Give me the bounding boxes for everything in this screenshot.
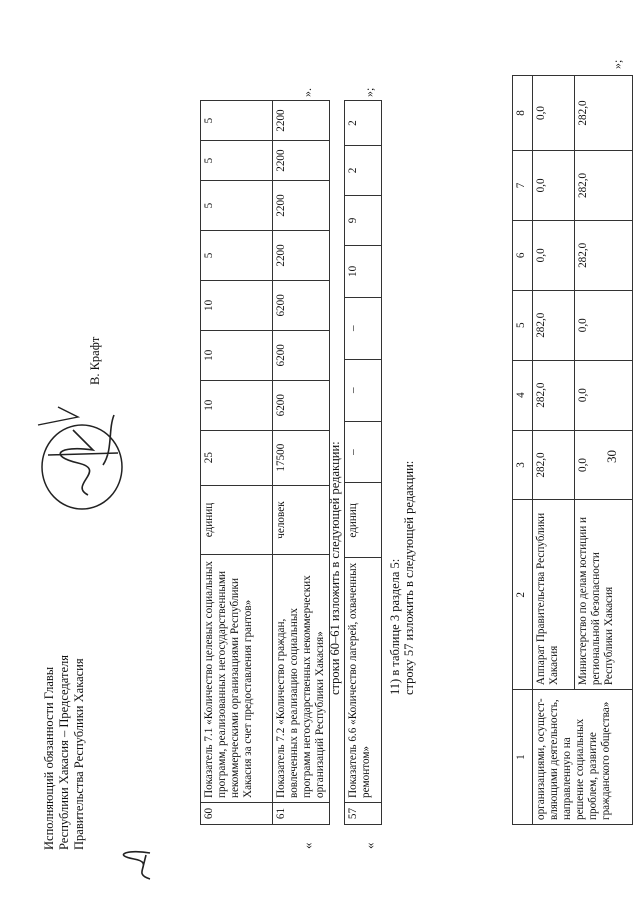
table-cell: 0,0: [533, 150, 575, 220]
row57-table: [344, 100, 382, 825]
table-row: [345, 101, 382, 825]
initials-mark: [120, 845, 160, 885]
table-cell: 6200: [273, 330, 330, 380]
table-cell: 17500: [273, 430, 330, 485]
table-cell: 0,0: [533, 220, 575, 290]
table-cell: 282,0: [575, 150, 633, 220]
table2-closing-quote: »;: [362, 87, 376, 97]
table-cell: 6200: [273, 380, 330, 430]
table-cell: 282,0: [575, 220, 633, 290]
table-cell: 0,0: [533, 76, 575, 151]
table-cell: 282,0: [533, 430, 575, 500]
table-cell: 10: [201, 380, 273, 430]
table-cell: человек: [273, 485, 330, 555]
table-cell: –: [345, 421, 382, 483]
table-cell: 60: [201, 803, 273, 825]
table-cell: 5: [201, 141, 273, 181]
table-cell: 2200: [273, 181, 330, 231]
header-cell: 5: [513, 290, 533, 360]
signatory-line-3: Правительства Республики Хакасия: [72, 658, 86, 850]
table-cell: 10: [201, 280, 273, 330]
table-cell: 282,0: [533, 360, 575, 430]
header-cell: 6: [513, 220, 533, 290]
header-cell: 3: [513, 430, 533, 500]
table-cell: Показатель 7.1 «Количество целевых социальных программ, реализованных негосударственными некоммерческими организациями Республики Хакасия за счет предоставления грантов»: [201, 555, 273, 803]
table-cell: 10: [345, 245, 382, 297]
table-cell: 2: [345, 146, 382, 196]
table-cell: 282,0: [533, 290, 575, 360]
table-row: [273, 101, 330, 825]
table-cell: 9: [345, 195, 382, 245]
signatory-line-1: Исполняющий обязанности Главы: [42, 666, 56, 850]
table2-open-quote: «: [362, 842, 377, 849]
table-row: [201, 101, 273, 825]
instruction-rows60-61: строки 60–61 изложить в следующей редакции:: [328, 441, 342, 695]
table-cell: 5: [201, 230, 273, 280]
table-cell: 2200: [273, 101, 330, 141]
header-cell: 1: [513, 690, 533, 825]
page-number: 30: [604, 450, 619, 463]
table-cell: 61: [273, 803, 330, 825]
rows60-61-table: [200, 100, 330, 825]
table-cell: единиц: [201, 485, 273, 555]
instruction-row57: строку 57 изложить в следующей редакции:: [402, 460, 416, 695]
table-cell: –: [345, 359, 382, 421]
header-cell: 8: [513, 76, 533, 151]
table-cell: 2200: [273, 230, 330, 280]
table-cell: –: [345, 297, 382, 359]
table-cell: 0,0: [575, 290, 633, 360]
table-cell: 5: [201, 101, 273, 141]
table-header-row: [513, 76, 533, 825]
funding-table: [512, 75, 633, 825]
table-cell: 282,0: [575, 76, 633, 151]
table-cell: 57: [345, 803, 382, 825]
table-cell: 25: [201, 430, 273, 485]
table-cell: 0,0: [575, 360, 633, 430]
instruction-table3: 11) в таблице 3 раздела 5:: [388, 558, 402, 695]
table-cell: Показатель 7.2 «Количество граждан, вовлеченных в реализацию социальных программ негосударственных некоммерческих организаций Республики Хакасия»: [273, 555, 330, 803]
table-cell: 2: [345, 101, 382, 146]
table-cell: Министерство по делам юстиции и региональной безопасности Республики Хакасия: [575, 500, 633, 690]
signatory-line-2: Республики Хакасия – Председателя: [57, 654, 71, 850]
table-cell: организациями, осущест-вляющими деятельность, направленную на решение социальных проблем, развитие гражданского общества»: [533, 690, 633, 825]
table-cell: Показатель 6.6 «Количество лагерей, охваченных ремонтом»: [345, 558, 382, 803]
table-cell: Аппарат Правительства Республики Хакасия: [533, 500, 575, 690]
table-cell: 2200: [273, 141, 330, 181]
table3-open-quote: «: [300, 842, 315, 849]
table-cell: 0,0: [575, 430, 633, 500]
table-row: [533, 76, 575, 825]
table-cell: 5: [201, 181, 273, 231]
header-cell: 2: [513, 500, 533, 690]
table3-closing-quote: ».: [300, 88, 314, 97]
header-cell: 7: [513, 150, 533, 220]
handwritten-signature: [18, 395, 138, 525]
table1-closing-quote: »;: [610, 59, 624, 69]
signatory-name: В. Крафт: [88, 336, 102, 385]
table-cell: 6200: [273, 280, 330, 330]
header-cell: 4: [513, 360, 533, 430]
table-cell: единиц: [345, 483, 382, 558]
signatory-title: [42, 655, 87, 850]
table-cell: 10: [201, 330, 273, 380]
